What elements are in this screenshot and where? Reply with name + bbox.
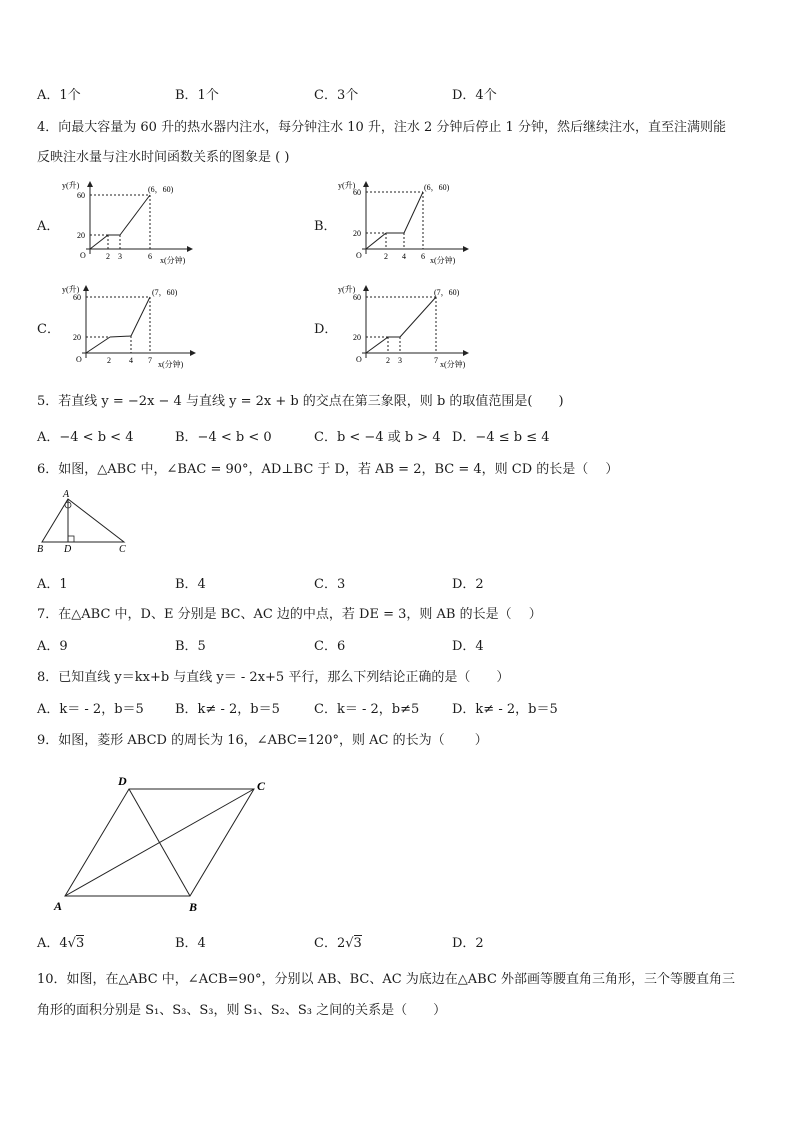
- origin-label: O: [356, 251, 362, 260]
- vertex-a-label: A: [63, 489, 70, 500]
- q9-option-b: B．4: [175, 936, 206, 951]
- y-tick: 20: [353, 229, 361, 238]
- point-label: (7，60): [434, 288, 460, 297]
- q8-option-b: B．k≠ - 2，b＝5: [175, 702, 280, 717]
- q4-option-d-label: D．: [314, 322, 338, 337]
- y-tick: 60: [73, 293, 81, 302]
- q6-triangle-figure: [34, 487, 134, 555]
- y-axis-label: y(升): [338, 285, 356, 294]
- y-axis-label: y(升): [62, 181, 80, 190]
- q5-option-c: C．b < −4 或 b > 4: [314, 430, 441, 445]
- q4-graph-a: [60, 176, 210, 268]
- q9-option-a-prefix: A．4: [37, 936, 68, 951]
- x-tick: 7: [434, 356, 438, 365]
- q5-option-a: A．−4 < b < 4: [37, 430, 134, 445]
- q3-option-a: A．1个: [37, 88, 81, 103]
- y-tick: 20: [77, 231, 85, 240]
- q3-option-c: C．3个: [314, 88, 359, 103]
- x-axis-label: x(分钟): [160, 256, 186, 265]
- q8-option-c: C．k＝ - 2，b≠5: [314, 702, 420, 717]
- x-tick: 3: [398, 356, 402, 365]
- q6-text: 6．如图，△ABC 中，∠BAC = 90°，AD⊥BC 于 D，若 AB = 2，BC = 4，则 CD 的长是（ ）: [37, 462, 619, 477]
- q9-option-c-radicand: 3: [353, 936, 362, 951]
- y-tick: 60: [353, 293, 361, 302]
- x-axis-label: x(分钟): [430, 256, 456, 265]
- q9-option-a: [37, 932, 84, 951]
- x-tick: 4: [402, 252, 406, 261]
- x-axis-label: x(分钟): [158, 360, 184, 369]
- q10-text-line1: 10．如图，在△ABC 中，∠ACB=90°，分别以 AB、BC、AC 为底边在△ABC 外部画等腰直角三角形，三个等腰直角三: [37, 972, 736, 987]
- q4-option-b-label: B．: [314, 219, 337, 234]
- q10-text-line2: 角形的面积分别是 S₁、S₃、S₃，则 S₁、S₂、S₃ 之间的关系是（ ）: [37, 1003, 447, 1018]
- vertex-c-label: C: [257, 779, 266, 793]
- q9-option-c-prefix: C．2: [314, 936, 346, 951]
- x-tick: 6: [421, 252, 425, 261]
- q9-text: 9．如图，菱形 ABCD 的周长为 16，∠ABC=120°，则 AC 的长为（ ）: [37, 733, 488, 748]
- y-tick: 60: [77, 191, 85, 200]
- sqrt-symbol: √: [345, 936, 354, 951]
- x-tick: 2: [384, 252, 388, 261]
- q9-option-d: D．2: [452, 936, 484, 951]
- y-axis-label: y(升): [338, 181, 356, 190]
- q8-option-d: D．k≠ - 2，b＝5: [452, 702, 558, 717]
- q8-text: 8．已知直线 y＝kx+b 与直线 y＝ - 2x+5 平行，那么下列结论正确的是（ ）: [37, 670, 510, 685]
- vertex-a-label: A: [54, 899, 63, 913]
- q4-graph-d: [336, 280, 486, 372]
- x-tick: 6: [148, 252, 152, 261]
- q4-option-a-label: A．: [37, 219, 60, 234]
- q5-option-d: D．−4 ≤ b ≤ 4: [452, 430, 550, 445]
- q7-option-c: C．6: [314, 639, 346, 654]
- q9-option-a-radicand: 3: [75, 936, 85, 951]
- x-tick: 2: [107, 356, 111, 365]
- origin-label: O: [80, 251, 86, 260]
- q3-option-b: B．1个: [175, 88, 219, 103]
- q4-text-line1: 4．向最大容量为 60 升的热水器内注水，每分钟注水 10 升，注水 2 分钟后停止 1 分钟，然后继续注水，直至注满则能: [37, 120, 726, 135]
- y-tick: 60: [353, 188, 361, 197]
- origin-label: O: [356, 355, 362, 364]
- y-tick: 20: [73, 333, 81, 342]
- q8-option-a: A．k＝ - 2，b＝5: [37, 702, 144, 717]
- q6-option-c: C．3: [314, 577, 346, 592]
- q7-option-b: B．5: [175, 639, 206, 654]
- y-tick: 20: [353, 333, 361, 342]
- q7-option-d: D．4: [452, 639, 484, 654]
- x-tick: 4: [129, 356, 133, 365]
- q5-text: 5．若直线 y = −2x − 4 与直线 y = 2x + b 的交点在第三象限，则 b 的取值范围是( ): [37, 394, 564, 409]
- q5-option-b: B．−4 < b < 0: [175, 430, 272, 445]
- sqrt-symbol: √: [67, 936, 76, 951]
- y-axis-label: y(升): [62, 285, 80, 294]
- point-label: (6，60): [424, 183, 450, 192]
- vertex-d-label: D: [118, 774, 127, 788]
- x-tick: 3: [118, 252, 122, 261]
- vertex-d-label: D: [64, 544, 72, 555]
- origin-label: O: [76, 355, 82, 364]
- q6-option-b: B．4: [175, 577, 206, 592]
- vertex-c-label: C: [119, 544, 126, 555]
- q6-option-a: A．1: [37, 577, 68, 592]
- q4-graph-b: [336, 176, 486, 268]
- x-tick: 7: [148, 356, 152, 365]
- q7-text: 7．在△ABC 中，D、E 分别是 BC、AC 边的中点，若 DE = 3，则 AB 的长是（ ）: [37, 607, 542, 622]
- q6-option-d: D．2: [452, 577, 484, 592]
- q9-rhombus-figure: [50, 770, 275, 915]
- vertex-b-label: B: [189, 900, 198, 914]
- x-tick: 2: [386, 356, 390, 365]
- q3-option-d: D．4个: [452, 88, 497, 103]
- point-label: (7，60): [152, 288, 178, 297]
- x-tick: 2: [106, 252, 110, 261]
- q9-option-c: [314, 932, 362, 951]
- q4-option-c-label: C．: [37, 322, 60, 337]
- q7-option-a: A．9: [37, 639, 68, 654]
- x-axis-label: x(分钟): [440, 360, 466, 369]
- q4-graph-c: [60, 280, 210, 372]
- q4-text-line2: 反映注水量与注水时间函数关系的图象是 ( ): [37, 150, 290, 165]
- point-label: (6，60): [148, 185, 174, 194]
- vertex-b-label: B: [37, 544, 44, 555]
